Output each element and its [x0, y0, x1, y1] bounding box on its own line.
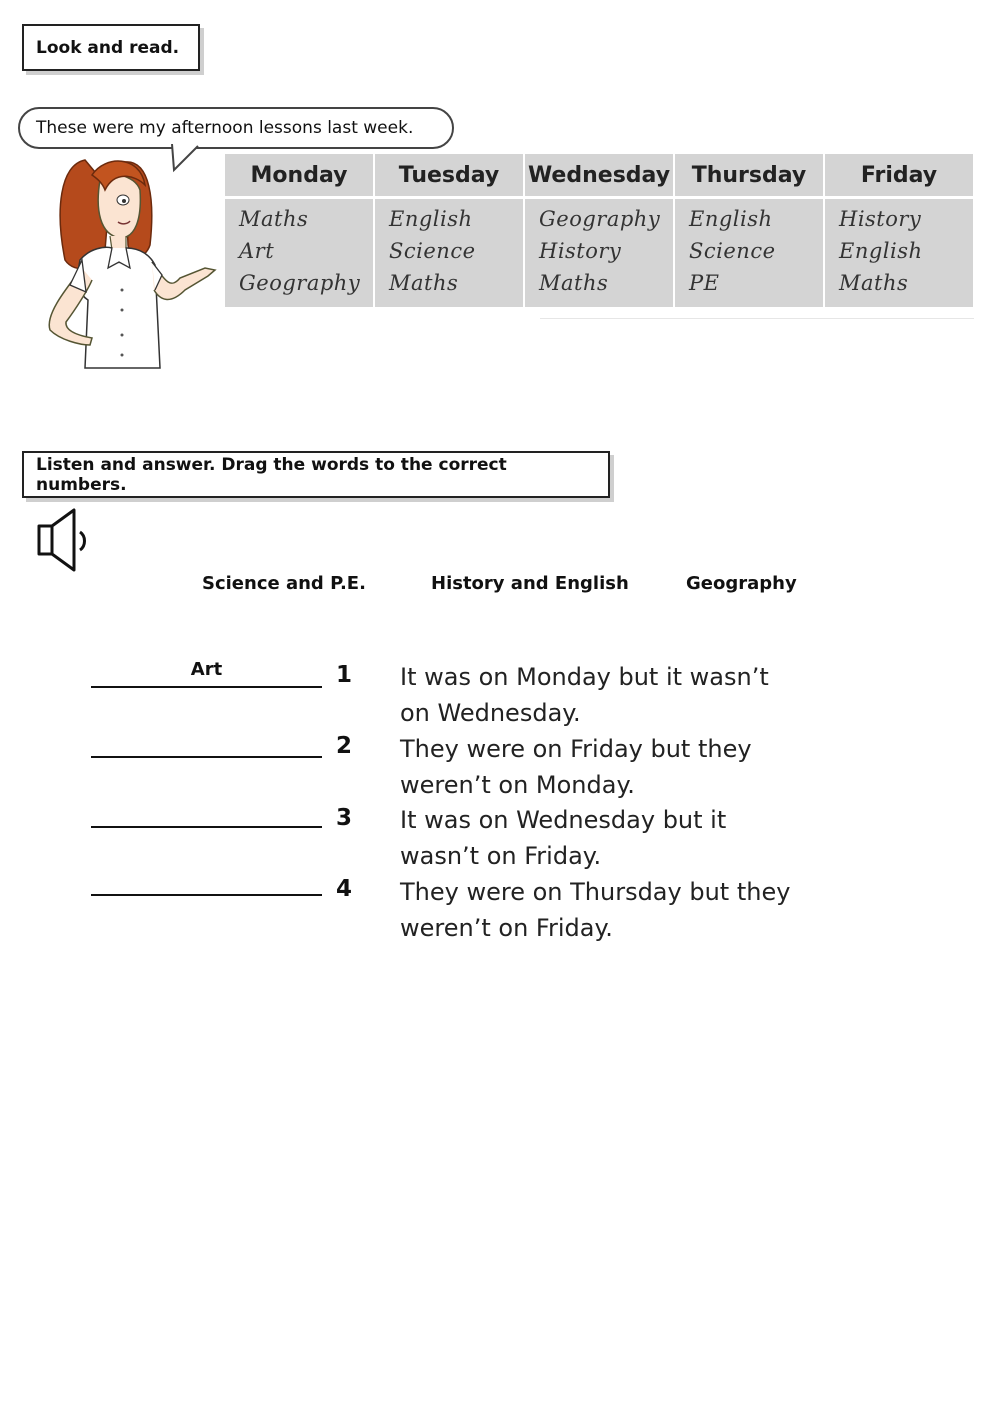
question-text-4 — [400, 874, 820, 946]
divider — [540, 318, 974, 319]
instruction-label: Listen and answer. Drag the words to the correct numbers. — [36, 454, 507, 495]
question-1-line-2: on Wednesday. — [400, 699, 581, 727]
day-header-monday: Monday — [225, 154, 373, 196]
draggable-word-geography[interactable]: Geography — [686, 573, 797, 594]
lesson: Maths — [539, 271, 609, 295]
lesson: Science — [389, 239, 476, 263]
wednesday-lessons — [525, 199, 673, 307]
lesson: Maths — [239, 207, 309, 231]
day-header-friday: Friday — [825, 154, 973, 196]
lesson: Maths — [389, 271, 459, 295]
day-header-tuesday: Tuesday — [375, 154, 523, 196]
question-2-line-2: weren’t on Monday. — [400, 771, 635, 799]
speech-bubble-text: These were my afternoon lessons last week. — [36, 118, 414, 138]
answer-line-1[interactable] — [91, 686, 322, 688]
question-number-4: 4 — [336, 876, 353, 902]
answer-drop-1[interactable]: Art — [190, 659, 223, 680]
friday-lessons — [825, 199, 973, 307]
timetable-lessons-row — [225, 196, 975, 307]
question-1-line-1: It was on Monday but it wasn’t — [400, 663, 769, 691]
lesson: History — [539, 239, 622, 263]
draggable-word-science-pe[interactable]: Science and P.E. — [202, 573, 366, 594]
look-and-read-label: Look and read. — [36, 37, 180, 58]
answer-line-3[interactable] — [91, 826, 322, 828]
question-4-line-2: weren’t on Friday. — [400, 914, 613, 942]
lesson: English — [389, 207, 473, 231]
lesson: History — [839, 207, 922, 231]
question-number-1: 1 — [336, 662, 353, 688]
question-number-3: 3 — [336, 805, 353, 831]
lesson: Geography — [539, 207, 661, 231]
question-2-line-1: They were on Friday but they — [400, 735, 752, 763]
speaker-icon[interactable] — [36, 508, 92, 574]
thursday-lessons — [675, 199, 823, 307]
day-header-thursday: Thursday — [675, 154, 823, 196]
lesson: PE — [689, 271, 720, 295]
question-number-2: 2 — [336, 733, 353, 759]
draggable-word-history-english[interactable]: History and English — [431, 573, 629, 594]
day-header-wednesday: Wednesday — [525, 154, 673, 196]
question-3-line-2: wasn’t on Friday. — [400, 842, 602, 870]
lesson: English — [689, 207, 773, 231]
question-text-3 — [400, 802, 820, 874]
lesson: English — [839, 239, 923, 263]
lesson: Geography — [239, 271, 361, 295]
tuesday-lessons — [375, 199, 523, 307]
timetable — [225, 154, 975, 307]
look-and-read-heading — [22, 24, 200, 71]
question-4-line-1: They were on Thursday but they — [400, 878, 791, 906]
answer-line-4[interactable] — [91, 894, 322, 896]
lesson: Maths — [839, 271, 909, 295]
question-text-2 — [400, 731, 820, 803]
lesson: Science — [689, 239, 776, 263]
monday-lessons — [225, 199, 373, 307]
lesson: Art — [239, 239, 275, 263]
question-3-line-1: It was on Wednesday but it — [400, 806, 727, 834]
speech-bubble — [18, 107, 454, 149]
listen-and-answer-heading — [22, 451, 610, 498]
answer-line-2[interactable] — [91, 756, 322, 758]
girl-illustration — [30, 150, 220, 370]
question-text-1 — [400, 659, 820, 731]
timetable-header-row — [225, 154, 975, 196]
